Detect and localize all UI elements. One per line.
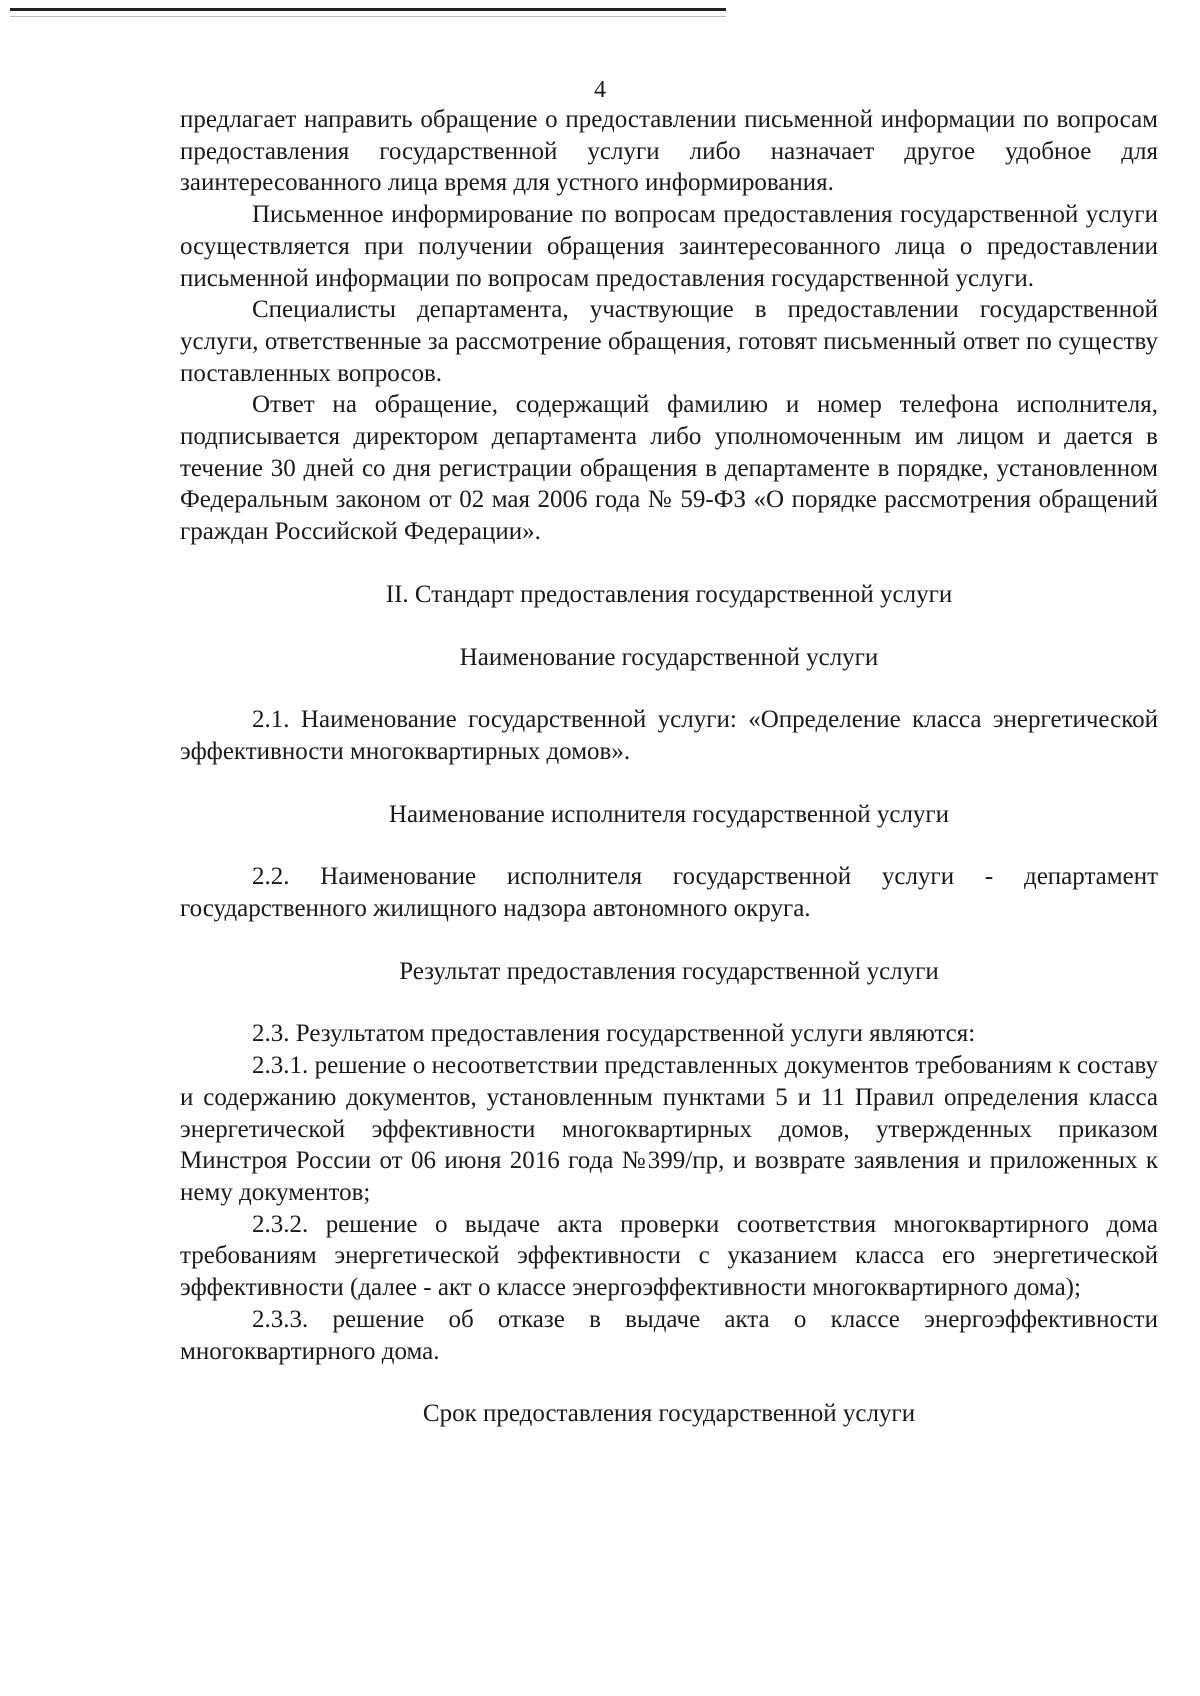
paragraph-2-1: 2.1. Наименование государственной услуги: «Определение класса энергетической эффективности многоквартирных домов».: [180, 706, 1158, 765]
spacer: [180, 830, 1158, 861]
paragraph-2-2: 2.2. Наименование исполнителя государственной услуги - департамент государственного жилищного надзора автономного округа.: [180, 863, 1158, 923]
page-number: 4: [594, 77, 606, 103]
subheading-result: Результат предоставления государственной услуги: [399, 957, 939, 985]
paragraph-written-informing: Письменное информирование по вопросам предоставления государственной услуги осуществляется при получении обращения заинтересованного лица о предоставлении письменной информации по вопросам предоставления государственной услуги.: [180, 201, 1158, 292]
spacer: [180, 768, 1158, 799]
subheading-service-name: Наименование государственной услуги: [459, 643, 879, 671]
paragraph-continuation: предлагает направить обращение о предоставлении письменной информации по вопросам предоставления государственной услуги либо назначает другое удобное для заинтересованного лица время для устного информирования.: [180, 106, 1158, 197]
top-border-line: [10, 8, 726, 11]
paragraph-2-3-3: 2.3.3. решение об отказе в выдаче акта о классе энергоэффективности многоквартирного дома.: [180, 1305, 1158, 1365]
spacer: [180, 673, 1158, 704]
spacer: [180, 548, 1158, 579]
top-border-shadow: [10, 16, 726, 17]
spacer: [180, 1367, 1158, 1398]
subheading-executor: Наименование исполнителя государственной услуги: [388, 800, 950, 828]
paragraph-2-3-1: 2.3.1. решение о несоответствии представленных документов требованиям к составу и содержанию документов, установленным пунктами 5 и 11 Правил определения класса энергетической эффективности многоквартирных домов, утвержденных приказом Минстроя России от 06 июня 2016 года №399/пр, и возврате заявления и приложенных к нему документов;: [180, 1052, 1158, 1206]
spacer: [180, 987, 1158, 1018]
paragraph-answer: Ответ на обращение, содержащий фамилию и номер телефона исполнителя, подписывается директором департамента либо уполномоченным им лицом и дается в течение 30 дней со дня регистрации обращения в департаменте в порядке, установленном Федеральным законом от 02 мая 2006 года № 59-ФЗ «О порядке рассмотрения обращений граждан Российской Федерации».: [180, 391, 1158, 546]
paragraph-2-3-2: 2.3.2. решение о выдаче акта проверки соответствия многоквартирного дома требованиям энергетической эффективности с указанием класса его энергетической эффективности (далее - акт о классе энергоэффективности многоквартирного дома);: [180, 1210, 1158, 1302]
subheading-term: Срок предоставления государственной услуги: [422, 1400, 916, 1428]
paragraph-2-3: 2.3. Результатом предоставления государственной услуги являются:: [252, 1020, 976, 1048]
spacer: [180, 611, 1158, 642]
document-body: [180, 104, 1158, 1430]
spacer: [180, 925, 1158, 956]
section-heading: II. Стандарт предоставления государственной услуги: [385, 580, 953, 608]
paragraph-specialists: Специалисты департамента, участвующие в предоставлении государственной услуги, ответственные за рассмотрение обращения, готовят письменный ответ по существу поставленных вопросов.: [180, 296, 1158, 387]
